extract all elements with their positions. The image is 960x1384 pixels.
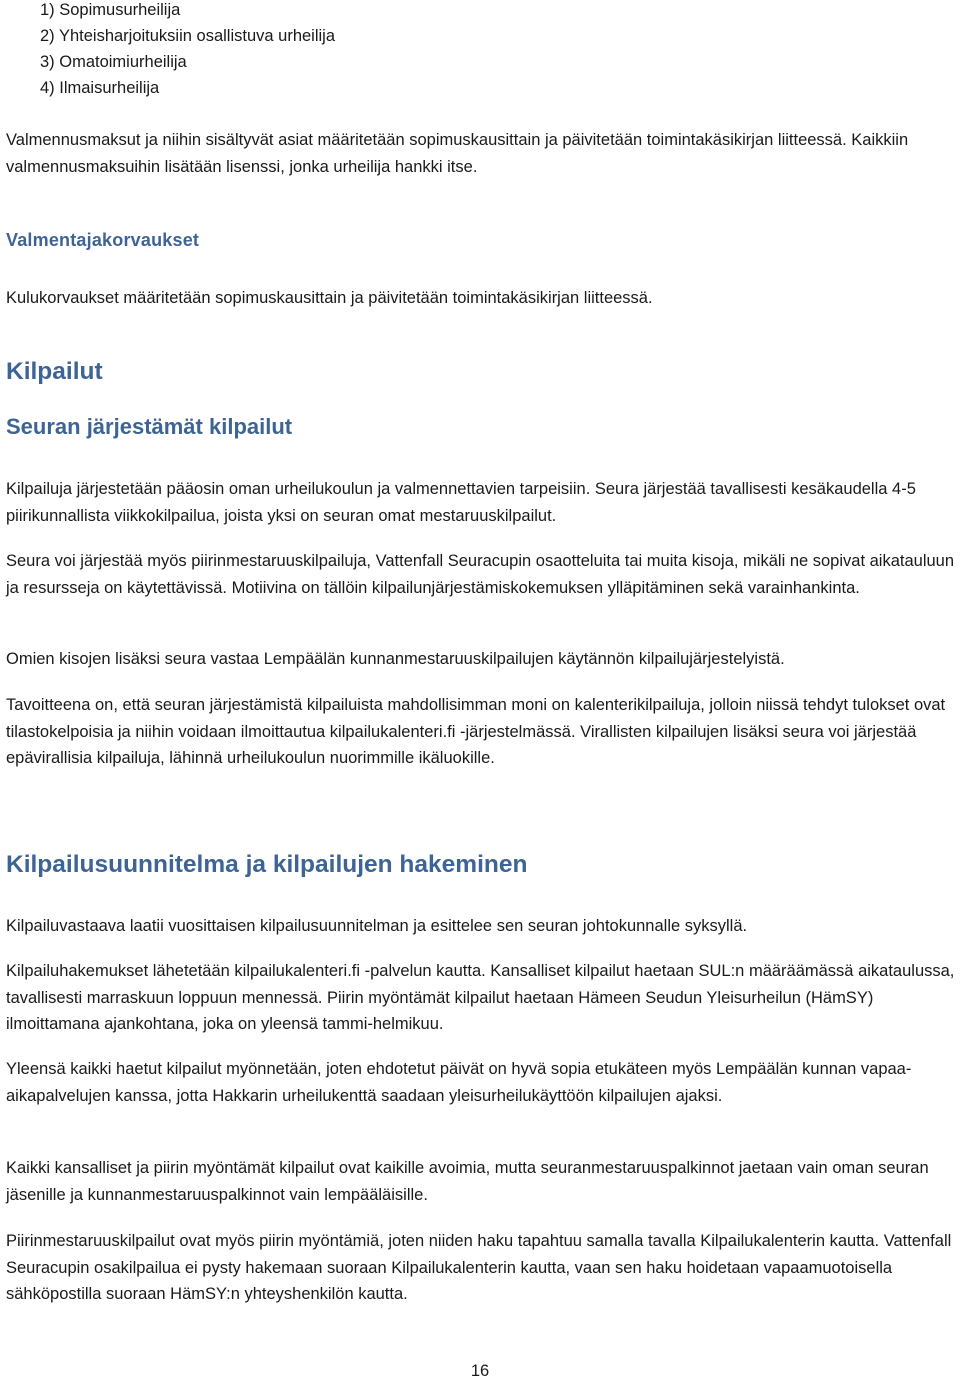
list-item: 4) Ilmaisurheilija bbox=[40, 79, 160, 97]
heading-club-competitions: Seuran järjestämät kilpailut bbox=[6, 414, 293, 439]
paragraph-club-4: Tavoitteena on, että seuran järjestämistä kilpailuista mahdollisimman moni on kalenterikilpailuja, jolloin niissä tehdyt tulokset ovat tilastokelpoisia ja niihin voidaan ilmoittautua kilpailukalenteri.fi -järjestelmässä. Virallisten kilpailujen lisäksi seura voi järjestää epävirallisia kilpailuja, lähinnä urheilukoulun nuorimmille ikäluokille. bbox=[6, 696, 946, 767]
heading-competitions: Kilpailut bbox=[6, 358, 103, 385]
list-item: 2) Yhteisharjoituksiin osallistuva urheilija bbox=[40, 27, 336, 45]
heading-coach-compensation: Valmentajakorvaukset bbox=[6, 230, 200, 250]
list-item: 1) Sopimusurheilija bbox=[40, 1, 181, 19]
heading-planning: Kilpailusuunnitelma ja kilpailujen hakeminen bbox=[6, 851, 528, 878]
paragraph-fees: Valmennusmaksut ja niihin sisältyvät asiat määritetään sopimuskausittain ja päivitetään toimintakäsikirjan liitteessä. Kaikkiin valmennusmaksuihin lisätään lisenssi, jonka urheilija hankki itse. bbox=[6, 131, 909, 176]
paragraph-plan-2: Kilpailuhakemukset lähetetään kilpailukalenteri.fi -palvelun kautta. Kansalliset kilpailut haetaan SUL:n määräämässä aikataulussa, tavallisesti marraskuun loppuun mennessä. Piirin myöntämät kilpailut haetaan Hämeen Seudun Yleisurheilun (HämSY) ilmoittamana ajankohtana, joka on yleensä tammi-helmikuu. bbox=[6, 962, 955, 1033]
paragraph-plan-4: Kaikki kansalliset ja piirin myöntämät kilpailut ovat kaikille avoimia, mutta seuranmestaruuspalkinnot jaetaan vain oman seuran jäsenille ja kunnanmestaruuspalkinnot vain lempääläisille. bbox=[6, 1159, 929, 1204]
list-item: 3) Omatoimiurheilija bbox=[40, 53, 187, 71]
paragraph-plan-5: Piirinmestaruuskilpailut ovat myös piirin myöntämiä, joten niiden haku tapahtuu samalla tavalla Kilpailukalenterin kautta. Vattenfall Seuracupin osakilpailua ei pysty hakemaan suoraan Kilpailukalenterin kautta, vaan sen haku hoidetaan vapaamuotoisella sähköpostilla suoraan HämSY:n yhteyshenkilön kautta. bbox=[6, 1232, 952, 1303]
paragraph-club-3: Omien kisojen lisäksi seura vastaa Lempäälän kunnanmestaruuskilpailujen käytännön kilpailujärjestelyistä. bbox=[6, 650, 785, 668]
page-number: 16 bbox=[470, 1362, 490, 1380]
paragraph-coach-compensation: Kulukorvaukset määritetään sopimuskausittain ja päivitetään toimintakäsikirjan liitteessä. bbox=[6, 289, 653, 307]
paragraph-plan-3: Yleensä kaikki haetut kilpailut myönnetään, joten ehdotetut päivät on hyvä sopia etukäteen myös Lempäälän kunnan vapaa-aikapalvelujen kanssa, jotta Hakkarin urheilukenttä saadaan yleisurheilukäyttöön kilpailujen ajaksi. bbox=[6, 1060, 912, 1105]
paragraph-club-1: Kilpailuja järjestetään pääosin oman urheilukoulun ja valmennettavien tarpeisiin. Seura järjestää tavallisesti kesäkaudella 4-5 piirikunnallista viikkokilpailua, joista yksi on seuran omat mestaruuskilpailut. bbox=[6, 480, 916, 525]
paragraph-club-2: Seura voi järjestää myös piirinmestaruuskilpailuja, Vattenfall Seuracupin osaotteluita tai muita kisoja, mikäli ne sopivat aikatauluun ja resursseja on käytettävissä. Motiivina on tällöin kilpailunjärjestämiskokemuksen ylläpitäminen sekä varainhankinta. bbox=[6, 552, 955, 597]
paragraph-plan-1: Kilpailuvastaava laatii vuosittaisen kilpailusuunnitelman ja esittelee sen seuran johtokunnalle syksyllä. bbox=[6, 917, 748, 935]
